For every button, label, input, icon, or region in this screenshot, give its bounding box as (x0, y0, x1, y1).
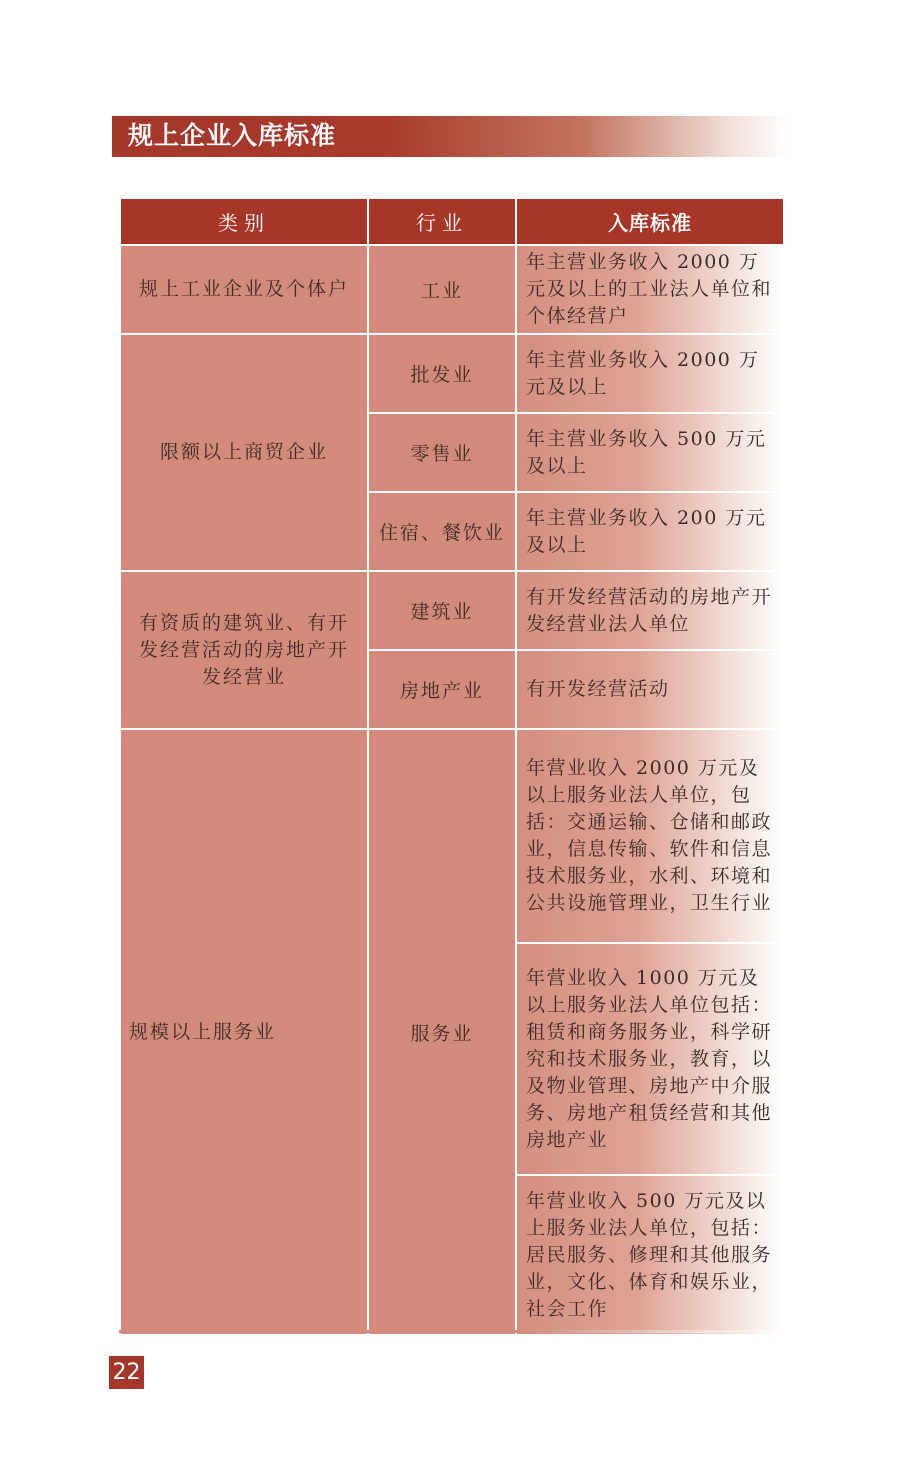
table-row (120, 245, 784, 334)
page-number: 22 (109, 1356, 144, 1389)
standard-cell: 年主营业务收入 2000 万元及以上 (516, 334, 784, 413)
standard-cell: 年营业收入 500 万元及以上服务业法人单位，包括：居民服务、修理和其他服务业，文化、体育和娱乐业，社会工作 (516, 1175, 784, 1335)
header-standard: 入库标准 (516, 198, 784, 245)
standard-cell: 年营业收入 2000 万元及以上服务业法人单位，包括：交通运输、仓储和邮政业，信息传输、软件和信息技术服务业，水利、环境和公共设施管理业，卫生行业 (516, 729, 784, 943)
table-header-row (120, 198, 784, 245)
industry-cell: 房地产业 (368, 650, 516, 729)
header-category: 类别 (120, 198, 368, 245)
category-cell: 有资质的建筑业、有开发经营活动的房地产开发经营业 (120, 571, 368, 729)
category-cell: 规模以上服务业 (120, 729, 368, 1335)
title-bar (112, 116, 788, 157)
page-title: 规上企业入库标准 (128, 121, 337, 150)
category-cell: 规上工业企业及个体户 (120, 245, 368, 334)
category-cell: 限额以上商贸企业 (120, 334, 368, 571)
standard-cell: 年主营业务收入 500 万元及以上 (516, 413, 784, 492)
standards-table (119, 197, 785, 1336)
header-industry: 行业 (368, 198, 516, 245)
table-row (120, 729, 784, 943)
table-bottom-rule (119, 1330, 785, 1333)
table-row (120, 334, 784, 413)
standard-cell: 年主营业务收入 200 万元及以上 (516, 492, 784, 571)
industry-cell: 工业 (368, 245, 516, 334)
standard-cell: 年营业收入 1000 万元及以上服务业法人单位包括：租赁和商务服务业，科学研究和技术服务业，教育，以及物业管理、房地产中介服务、房地产租赁经营和其他房地产业 (516, 943, 784, 1175)
standard-cell: 有开发经营活动 (516, 650, 784, 729)
industry-cell: 建筑业 (368, 571, 516, 650)
industry-cell: 服务业 (368, 729, 516, 1335)
table-row (120, 571, 784, 650)
standard-cell: 有开发经营活动的房地产开发经营业法人单位 (516, 571, 784, 650)
industry-cell: 批发业 (368, 334, 516, 413)
industry-cell: 住宿、餐饮业 (368, 492, 516, 571)
standards-table-wrap (119, 197, 785, 1336)
industry-cell: 零售业 (368, 413, 516, 492)
standard-cell: 年主营业务收入 2000 万元及以上的工业法人单位和个体经营户 (516, 245, 784, 334)
